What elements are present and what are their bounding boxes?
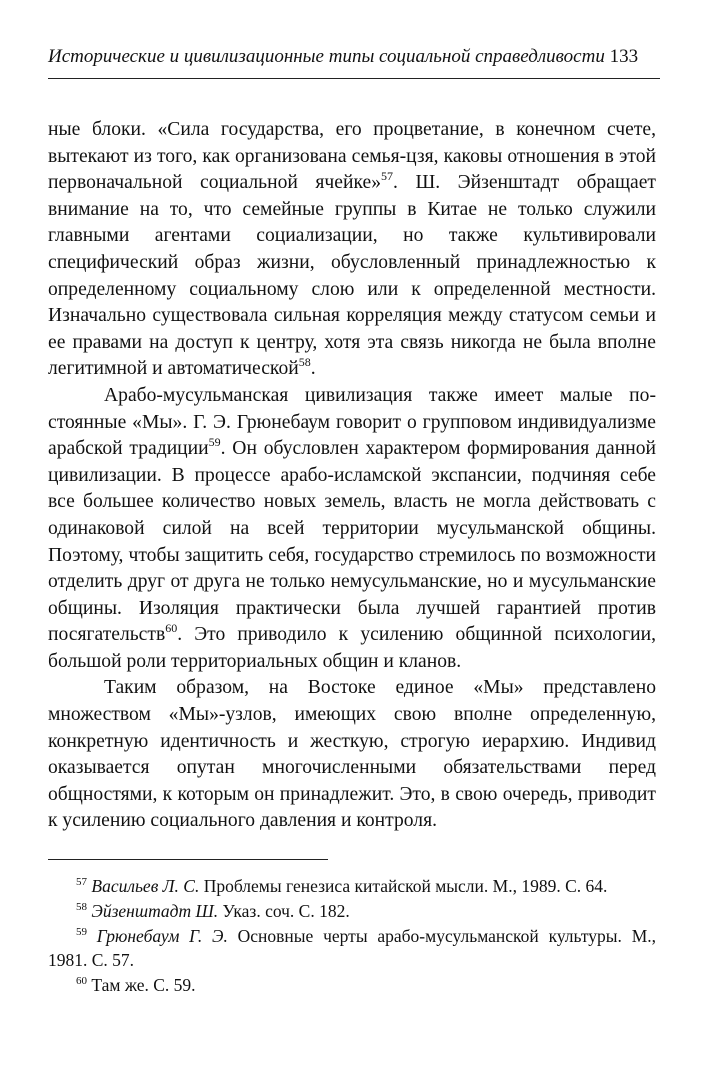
footnote-number: 57 — [76, 876, 87, 888]
footnote-ref-59: 59 — [208, 435, 221, 450]
footnote-separator — [48, 859, 328, 860]
footnote-text: Там же. С. 59. — [87, 975, 196, 996]
running-header — [48, 44, 660, 70]
footnote-57 — [48, 874, 656, 899]
paragraph-text: . Ш. Эйзенштадт обращает внимание на то, что семейные группы в Китае не только служили главными агентами социализации, но также культивировали специфический образ жизни, обусловленный принадлежностью к определенному социальному слою или к определенной местности. Изначально существовала сильная корреляция между статусом семьи и ее правами на доступ к центру, хотя эта связь никогда не была вполне легитимной и автоматической — [48, 172, 656, 380]
paragraph-text: Таким образом, на Востоке единое «Мы» представлено множеством «Мы»-узлов, имеющих свою вполне определенную, конкретную идентичность и жесткую, строгую иерархию. Индивид оказывается опутан многочисленными обязательствами перед общностями, к которым он принадлежит. Это, в свою очередь, приводит к усилению социального давления и контроля. — [48, 677, 656, 832]
footnote-number: 60 — [76, 975, 87, 988]
footnote-ref-57: 57 — [381, 169, 393, 184]
paragraph-3 — [48, 675, 656, 835]
footnote-ref-60: 60 — [165, 621, 178, 636]
running-title: Исторические и цивилизационные типы социальной справедливости — [48, 46, 605, 67]
header-rule — [48, 78, 660, 79]
paragraph-text: . — [310, 358, 316, 380]
footnote-author: Эйзенштадт Ш. — [91, 900, 219, 921]
paragraph-text: . Это приводило к усилению общинной психологии, большой роли территориальных общин и кланов. — [48, 624, 656, 672]
paragraph-text: ные блоки. «Сила государства, его процветание, в конечном счете, вытекают из того, как организована семья-цзя, каковы отношения в этой первоначальной социальной ячейке» — [48, 119, 656, 194]
footnote-text: Проблемы генезиса китайской мысли. М., 1989. С. 64. — [199, 876, 608, 896]
paragraph-text: . Он обусловлен характером формирования данной цивилизации. В процессе арабо-исламской экспансии, подчиняя себе все большее количество новых земель, власть не могла действовать с одинаковой силой на всей территории мусульманской общины. Поэтому, чтобы защитить себя, государство стремилось по возможности отделить друг от друга не только немусульманские, но и мусульманские общины. Изоляция практически была лучшей гарантией против посягательств — [48, 438, 656, 646]
paragraph-1 — [48, 117, 656, 383]
footnote-ref-58: 58 — [298, 355, 311, 370]
footnote-author: Грюнебаум Г. Э. — [96, 925, 228, 946]
page-number: 133 — [609, 46, 639, 67]
footnote-text: Основные черты арабо-мусульманской культуры. М., 1981. С. 57. — [48, 925, 656, 971]
paragraph-2 — [48, 383, 656, 676]
footnotes — [48, 874, 656, 998]
paragraph-text: Арабо-мусульманская цивилизация также имеет малые постоянные «Мы». Г. Э. Грюнебаум говорит о групповом индивидуализме арабской традиции — [48, 384, 656, 460]
footnote-number: 58 — [76, 900, 87, 913]
footnote-58 — [48, 899, 656, 924]
footnote-author: Васильев Л. С. — [91, 876, 200, 896]
footnote-text: Указ. соч. С. 182. — [218, 900, 350, 921]
footnote-60 — [48, 973, 656, 998]
main-text — [48, 117, 656, 835]
footnote-number: 59 — [76, 925, 87, 938]
footnote-59 — [48, 924, 656, 974]
